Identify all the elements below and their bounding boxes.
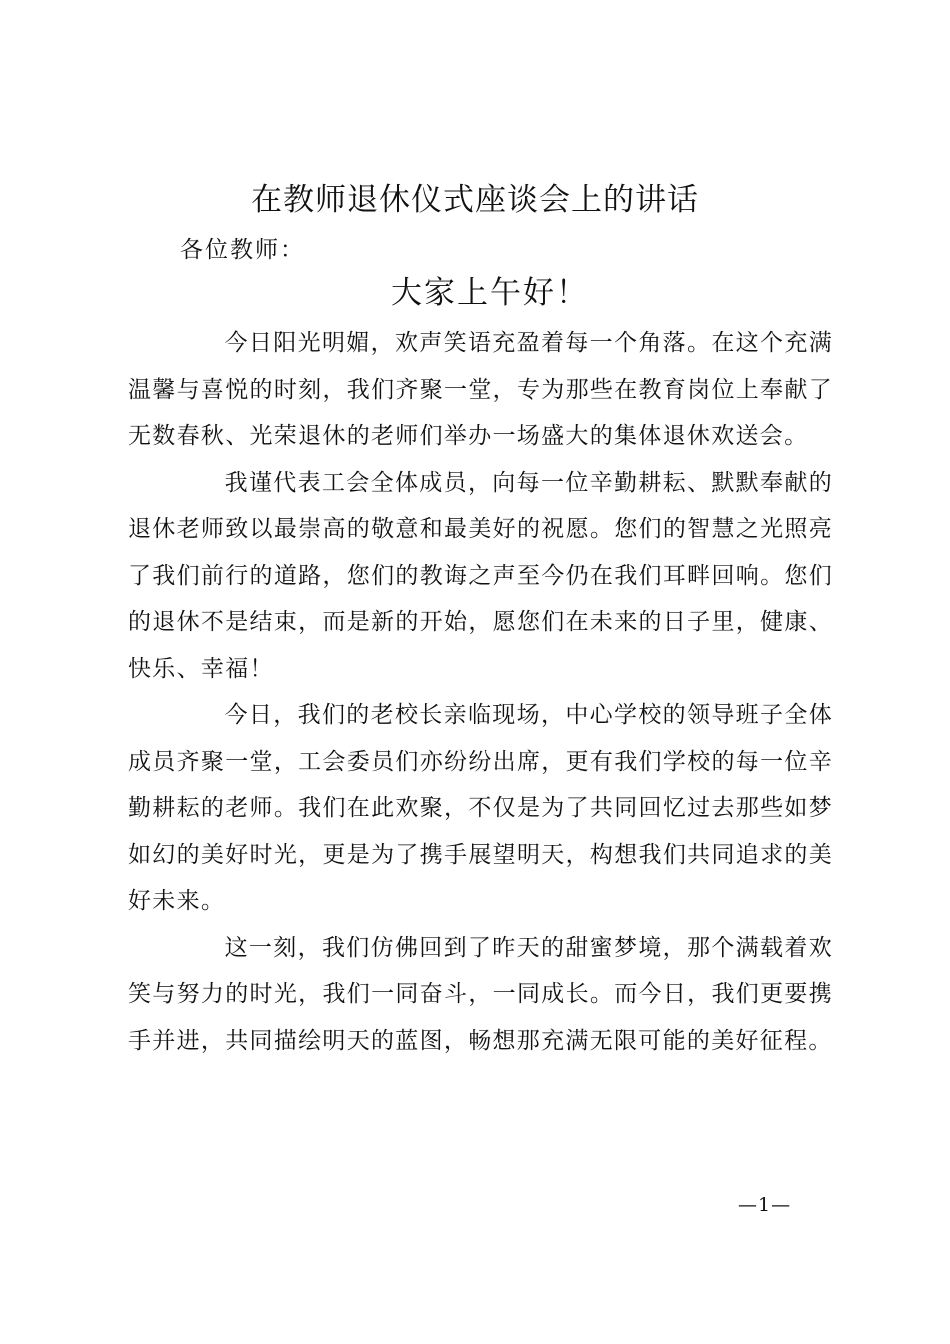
document-title: 在教师退休仪式座谈会上的讲话 — [251, 182, 699, 218]
paragraph-1: 今日阳光明媚，欢声笑语充盈着每一个角落。在这个充满温馨与喜悦的时刻，我们齐聚一堂，专为那些在教育岗位上奉献了无数春秋、光荣退休的老师们举办一场盛大的集体退休欢送会。 — [128, 330, 833, 449]
salutation: 各位教师： — [180, 237, 305, 263]
greeting: 大家上午好！ — [391, 275, 589, 311]
page-number: —1— — [738, 1194, 792, 1216]
paragraph-3: 今日，我们的老校长亲临现场，中心学校的领导班子全体成员齐聚一堂，工会委员们亦纷纷出席，更有我们学校的每一位辛勤耕耘的老师。我们在此欢聚，不仅是为了共同回忆过去那些如梦如幻的美好时光，更是为了携手展望明天，构想我们共同追求的美好未来。 — [128, 702, 833, 914]
paragraph-4: 这一刻，我们仿佛回到了昨天的甜蜜梦境，那个满载着欢笑与努力的时光，我们一同奋斗，一同成长。而今日，我们更要携手并进，共同描绘明天的蓝图，畅想那充满无限可能的美好征程。 — [128, 934, 833, 1054]
speech-body — [128, 320, 833, 1064]
paragraph-2: 我谨代表工会全体成员，向每一位辛勤耕耘、默默奉献的退休老师致以最崇高的敬意和最美好的祝愿。您们的智慧之光照亮了我们前行的道路，您们的教诲之声至今仍在我们耳畔回响。您们的退休不是结束，而是新的开始，愿您们在未来的日子里，健康、快乐、幸福！ — [128, 469, 833, 682]
